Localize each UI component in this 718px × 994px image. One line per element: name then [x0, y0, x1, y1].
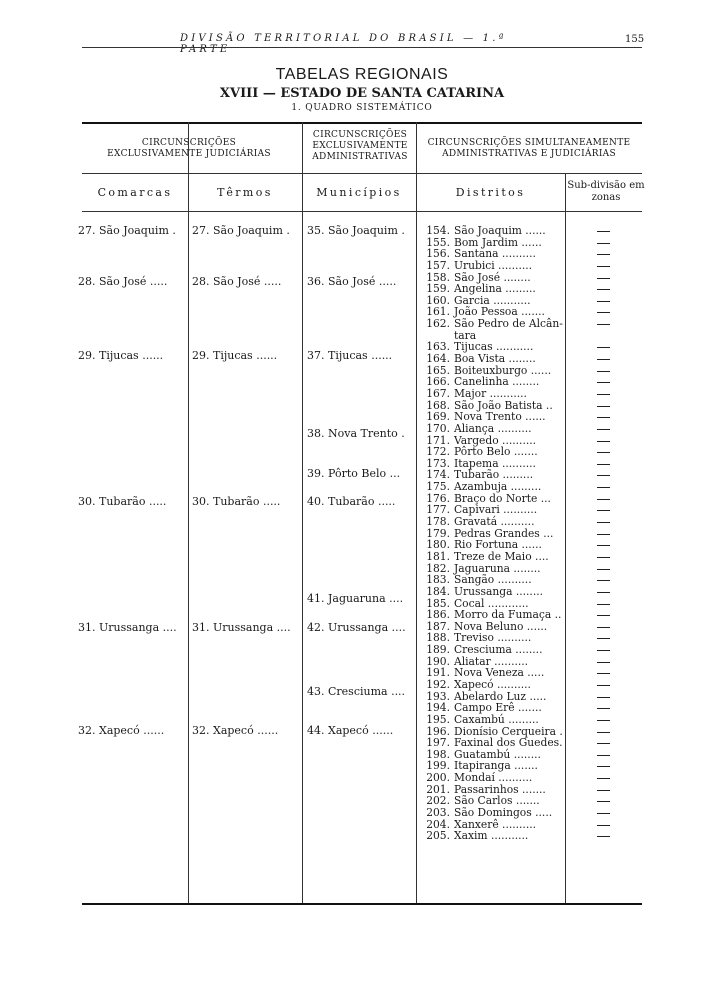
distrito-name: Garcia ........... — [454, 293, 531, 307]
comarca-cell: 28. São José ..... — [78, 275, 168, 288]
distrito-number: 163. — [426, 340, 450, 354]
zone-dash — [597, 662, 610, 663]
distrito-name: Rio Fortuna ...... — [454, 538, 542, 552]
distrito-number: 188. — [426, 631, 450, 645]
zone-dash — [597, 801, 610, 802]
table-top-rule — [82, 122, 642, 124]
zone-dash — [597, 417, 610, 418]
distrito-number: 161. — [426, 305, 450, 319]
distrito-number: 186. — [426, 608, 450, 622]
zone-dash — [597, 790, 610, 791]
zone-dash — [597, 732, 610, 733]
zone-dash — [597, 429, 610, 430]
distrito-name: Major ........... — [454, 386, 527, 400]
distrito-name: Cresciuma ........ — [454, 643, 543, 657]
distrito-name: Aliança .......... — [454, 421, 532, 435]
distrito-number: 197. — [426, 736, 450, 750]
distrito-number: 172. — [426, 445, 450, 459]
zone-dash — [597, 254, 610, 255]
distrito-name: Pedras Grandes ... — [454, 526, 554, 540]
zone-dash — [597, 243, 610, 244]
distrito-number: 195. — [426, 712, 450, 726]
comarca-cell: 29. Tijucas ...... — [78, 349, 164, 362]
distrito-number: 168. — [426, 398, 450, 412]
distrito-number: 183. — [426, 573, 450, 587]
distrito-number: 164. — [426, 352, 450, 366]
distrito-number: 167. — [426, 386, 450, 400]
column-header-comarcas: Comarcas — [97, 186, 173, 199]
distrito-name: Aliatar .......... — [454, 654, 529, 668]
column-header-termos: Têrmos — [217, 186, 273, 199]
distrito-number: 171. — [426, 433, 450, 447]
comarca-cell: 32. Xapecó ...... — [78, 724, 165, 737]
distrito-name: Bom Jardim ...... — [454, 235, 542, 249]
distrito-name: Nova Trento ...... — [454, 410, 546, 424]
section-title: 1. QUADRO SISTEMÁTICO — [291, 103, 433, 113]
distritos-list — [423, 225, 563, 842]
distrito-name: Urubici .......... — [454, 258, 533, 272]
distrito-name: Jaguaruna ........ — [454, 561, 541, 575]
distrito-name: Sangão .......... — [454, 573, 532, 587]
distrito-number: 192. — [426, 677, 450, 691]
distrito-number: 184. — [426, 584, 450, 598]
distrito-name: Vargedo .......... — [454, 433, 537, 447]
distrito-number: 182. — [426, 561, 450, 575]
distrito-number: 203. — [426, 806, 450, 820]
distrito-name: Caxambú ......... — [454, 712, 539, 726]
distrito-name: Azambuja ......... — [454, 480, 542, 494]
zone-dash — [597, 569, 610, 570]
zone-dash — [597, 301, 610, 302]
distrito-number: 179. — [426, 526, 450, 540]
distrito-number: 196. — [426, 724, 450, 738]
zone-dash — [597, 708, 610, 709]
distrito-number: 190. — [426, 654, 450, 668]
termo-cell: 27. São Joaquim . — [192, 224, 290, 237]
comarca-cell: 30. Tubarão ..... — [78, 495, 167, 508]
zone-dash — [597, 720, 610, 721]
zone-dash — [597, 650, 610, 651]
municipio-cell: 37. Tijucas ...... — [307, 349, 393, 362]
distrito-number: 202. — [426, 794, 450, 808]
table-group-rule — [82, 173, 642, 174]
municipio-cell: 38. Nova Trento . — [307, 427, 405, 440]
zone-dash — [597, 825, 610, 826]
column-header-subdivisao: Sub-divisão em zonas — [567, 180, 645, 203]
distrito-name: Passarinhos ....... — [454, 782, 546, 796]
distrito-name: Morro da Fumaça .. — [454, 608, 562, 622]
comarca-cell: 27. São Joaquim . — [78, 224, 176, 237]
header-rule — [82, 47, 642, 48]
distrito-number: 185. — [426, 596, 450, 610]
zone-dash — [597, 673, 610, 674]
distrito-name: Itapiranga ....... — [454, 759, 538, 773]
zone-dash — [597, 743, 610, 744]
distrito-number: 198. — [426, 747, 450, 761]
distrito-name: Nova Veneza ..... — [454, 666, 545, 680]
distrito-name: Braço do Norte ... — [454, 491, 551, 505]
zone-dash — [597, 487, 610, 488]
column-divider — [565, 173, 566, 903]
distrito-name: Urussanga ........ — [454, 584, 544, 598]
distrito-name: Nova Beluno ...... — [454, 619, 548, 633]
group-header-judicial: CIRCUNSCRIÇÕES EXCLUSIVAMENTE JUDICIÁRIAS — [107, 138, 271, 159]
distrito-number: 177. — [426, 503, 450, 517]
distrito-number: 160. — [426, 293, 450, 307]
municipio-cell: 42. Urussanga .... — [307, 621, 406, 634]
distrito-name: Itapema .......... — [454, 456, 536, 470]
distrito-number: 189. — [426, 643, 450, 657]
zone-dash — [597, 638, 610, 639]
municipio-cell: 40. Tubarão ..... — [307, 495, 396, 508]
zone-dash — [597, 464, 610, 465]
distrito-name: Tijucas ........... — [454, 340, 534, 354]
distrito-name: Capivari .......... — [454, 503, 538, 517]
distrito-number: 178. — [426, 515, 450, 529]
zone-dash — [597, 592, 610, 593]
distrito-number: 187. — [426, 619, 450, 633]
group-header-administrative: CIRCUNSCRIÇÕES EXCLUSIVAMENTE ADMINISTRATIVAS — [312, 130, 408, 162]
distrito-name: Boa Vista ........ — [454, 352, 536, 366]
zone-dash — [597, 359, 610, 360]
zone-dash — [597, 778, 610, 779]
distrito-name: Tubarão ......... — [454, 468, 534, 482]
column-divider — [188, 122, 189, 903]
distrito-name: Guatambú ........ — [454, 747, 541, 761]
distrito-name: Canelinha ........ — [454, 375, 540, 389]
distrito-name: Gravatá .......... — [454, 515, 535, 529]
zone-dash — [597, 755, 610, 756]
distrito-number: 180. — [426, 538, 450, 552]
distrito-number: 170. — [426, 421, 450, 435]
distrito-number: 159. — [426, 282, 450, 296]
zone-dash — [597, 522, 610, 523]
zone-dash — [597, 394, 610, 395]
distrito-number: 205. — [426, 829, 450, 843]
zone-dash — [597, 627, 610, 628]
state-title: XVIII — ESTADO DE SANTA CATARINA — [219, 86, 505, 101]
zone-dash — [597, 347, 610, 348]
distrito-number: 157. — [426, 258, 450, 272]
zone-dash — [597, 289, 610, 290]
distrito-name: Dionísio Cerqueira . — [454, 724, 563, 738]
main-title: TABELAS REGIONAIS — [275, 66, 449, 83]
municipio-cell: 36. São José ..... — [307, 275, 397, 288]
distrito-number: 162. — [426, 317, 450, 331]
distrito-number: 176. — [426, 491, 450, 505]
zone-dash — [597, 231, 610, 232]
zone-dash — [597, 766, 610, 767]
running-head: DIVISÃO TERRITORIAL DO BRASIL — 1.ª PARTE — [180, 33, 507, 55]
distrito-name: Xapecó .......... — [454, 677, 531, 691]
distrito-number: 194. — [426, 701, 450, 715]
zone-dash — [597, 382, 610, 383]
zone-dash — [597, 278, 610, 279]
municipio-cell: 41. Jaguaruna .... — [307, 592, 404, 605]
distrito-number: 156. — [426, 247, 450, 261]
distrito-name: São Pedro de Alcân- — [454, 317, 563, 331]
distrito-number: 191. — [426, 666, 450, 680]
municipio-cell: 39. Pôrto Belo ... — [307, 467, 401, 480]
zone-dash — [597, 324, 610, 325]
termo-cell: 32. Xapecó ...... — [192, 724, 279, 737]
distrito-name: São Carlos ....... — [454, 794, 540, 808]
distrito-number: 154. — [426, 224, 450, 237]
distrito-name: Santana .......... — [454, 247, 536, 261]
zone-dash — [597, 510, 610, 511]
column-header-distritos: Distritos — [455, 186, 526, 199]
zone-dash — [597, 534, 610, 535]
comarca-cell: 31. Urussanga .... — [78, 621, 177, 634]
distrito-number: 204. — [426, 817, 450, 831]
table-bottom-rule — [82, 903, 642, 905]
distrito-name: Boiteuxburgo ...... — [454, 363, 552, 377]
municipio-cell: 44. Xapecó ...... — [307, 724, 394, 737]
zone-dash — [597, 615, 610, 616]
zone-dash — [597, 685, 610, 686]
distrito-number: 181. — [426, 549, 450, 563]
distrito-number: 155. — [426, 235, 450, 249]
distrito-name: Treviso .......... — [454, 631, 532, 645]
termo-cell: 29. Tijucas ...... — [192, 349, 278, 362]
distrito-name: João Pessoa ....... — [454, 305, 545, 319]
distrito-row — [423, 830, 563, 842]
zone-dash — [597, 813, 610, 814]
distrito-name: São Domingos ..... — [454, 806, 553, 820]
distrito-number: 201. — [426, 782, 450, 796]
distrito-name: São João Batista .. — [454, 398, 553, 412]
column-header-municipios: Municípios — [316, 186, 402, 199]
distrito-number: 158. — [426, 270, 450, 284]
distrito-number: 169. — [426, 410, 450, 424]
zone-dash — [597, 406, 610, 407]
zone-dash — [597, 475, 610, 476]
distrito-number: 166. — [426, 375, 450, 389]
zone-dash — [597, 452, 610, 453]
distrito-name: Campo Erê ....... — [454, 701, 542, 715]
distrito-row — [423, 318, 563, 330]
distrito-number: 175. — [426, 480, 450, 494]
zone-dash — [597, 371, 610, 372]
distrito-name: São Joaquim ...... — [454, 224, 546, 237]
distrito-name: Xanxerê .......... — [454, 817, 537, 831]
page-number: 155 — [625, 34, 645, 45]
zone-dash — [597, 312, 610, 313]
zone-dash — [597, 580, 610, 581]
group-header-both: CIRCUNSCRIÇÕES SIMULTANEAMENTE ADMINISTRATIVAS E JUDICIÁRIAS — [427, 138, 631, 159]
distrito-name: tara — [454, 328, 477, 342]
distrito-name: Faxinal dos Guedes. — [454, 736, 563, 750]
zone-dash — [597, 557, 610, 558]
distrito-number: 174. — [426, 468, 450, 482]
municipio-cell: 43. Cresciuma .... — [307, 685, 406, 698]
distrito-number: 193. — [426, 689, 450, 703]
distrito-number: 173. — [426, 456, 450, 470]
zone-dash — [597, 697, 610, 698]
distrito-number: 200. — [426, 771, 450, 785]
distrito-number: 165. — [426, 363, 450, 377]
municipio-cell: 35. São Joaquim . — [307, 224, 405, 237]
distrito-name: Xaxim ........... — [454, 829, 529, 843]
distrito-name: Abelardo Luz ..... — [454, 689, 547, 703]
termo-cell: 30. Tubarão ..... — [192, 495, 281, 508]
column-divider — [302, 122, 303, 903]
distrito-name: Mondaí .......... — [454, 771, 533, 785]
zone-dash — [597, 604, 610, 605]
zone-dash — [597, 499, 610, 500]
column-divider — [416, 122, 417, 903]
distrito-number: 199. — [426, 759, 450, 773]
zone-dash — [597, 836, 610, 837]
distrito-name: Treze de Maio .... — [454, 549, 549, 563]
zone-dash — [597, 545, 610, 546]
distrito-name: São José ........ — [454, 270, 531, 284]
zone-dash — [597, 266, 610, 267]
distrito-name: Cocal ............ — [454, 596, 529, 610]
distrito-name: Angelina ......... — [454, 282, 536, 296]
zone-dash — [597, 441, 610, 442]
termo-cell: 28. São José ..... — [192, 275, 282, 288]
distrito-name: Pôrto Belo ....... — [454, 445, 538, 459]
termo-cell: 31. Urussanga .... — [192, 621, 291, 634]
table-header-rule — [82, 211, 642, 212]
